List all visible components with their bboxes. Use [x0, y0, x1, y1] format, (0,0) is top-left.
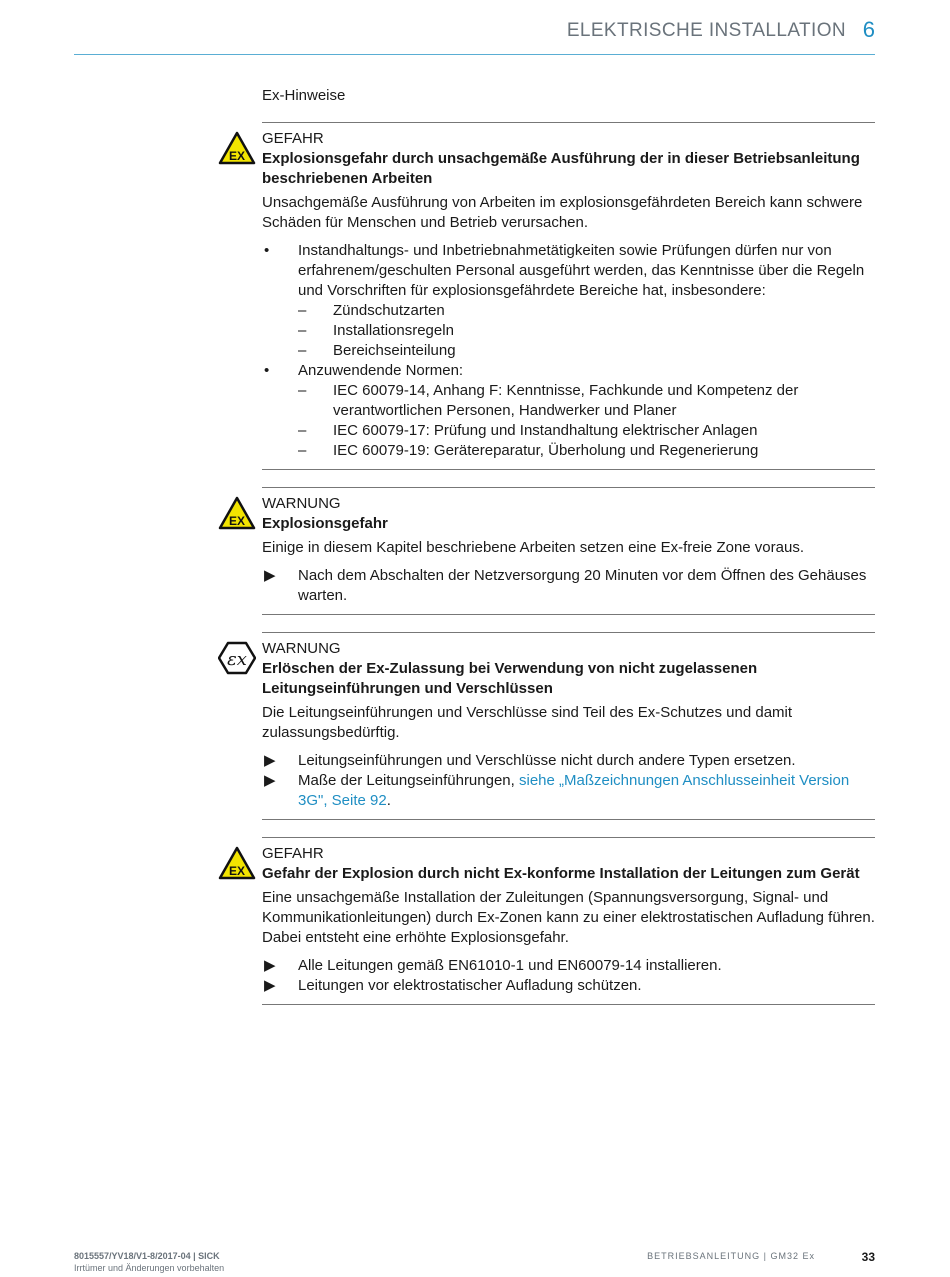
step-arrow-icon: ▶	[264, 752, 276, 769]
step-list	[262, 751, 875, 811]
ex-warning-triangle-icon	[218, 496, 256, 530]
sub-item-text: Installationsregeln	[333, 322, 454, 339]
warning-notice-ex-approval	[227, 632, 875, 820]
sub-list	[298, 301, 875, 361]
step-arrow-icon: ▶	[264, 957, 276, 974]
list-item-text: Instandhaltungs- und Inbetriebnahmetätigkeiten sowie Prüfungen dürfen nur von erfahrenem/geschulten Personal ausgeführt werden, das Kenntnisse über die Regeln und Vorschriften für explosionsgefährdete Bereiche hat, insbesondere:	[298, 242, 865, 299]
step-text: Nach dem Abschalten der Netzversorgung 20 Minuten vor dem Öffnen des Gehäuses warten.	[298, 567, 867, 604]
list-item-text: Anzuwendende Normen:	[298, 362, 464, 379]
dash-marker: –	[298, 302, 307, 319]
drawing-reference-link[interactable]: siehe „Maßzeichnungen Anschlusseinheit Version 3G", Seite 92	[298, 772, 850, 809]
step-item	[262, 976, 875, 996]
sub-item-text: IEC 60079-17: Prüfung und Instandhaltung elektrischer Anlagen	[333, 422, 758, 439]
step-list	[262, 566, 875, 606]
bullet-marker: •	[264, 242, 270, 259]
svg-text:EX: EX	[228, 149, 246, 163]
dash-marker: –	[298, 342, 307, 359]
notice-title: Erlöschen der Ex-Zulassung bei Verwendung von nicht zugelassenen Leitungseinführungen und Verschlüssen	[262, 660, 758, 697]
footer-doc-info	[74, 1250, 224, 1274]
notice-title: Gefahr der Explosion durch nicht Ex-konforme Installation der Leitungen zum Gerät	[262, 865, 860, 882]
chapter-title: ELEKTRISCHE INSTALLATION	[566, 20, 846, 41]
notice-title: Explosionsgefahr	[262, 515, 388, 532]
list-item	[262, 361, 875, 461]
sub-list-item	[298, 381, 875, 421]
sub-list-item	[298, 301, 875, 321]
notice-description: Einige in diesem Kapitel beschriebene Arbeiten setzen eine Ex-freie Zone voraus.	[262, 539, 804, 556]
step-text: Leitungen vor elektrostatischer Aufladung schützen.	[298, 977, 642, 994]
svg-text:εx: εx	[227, 649, 247, 670]
page-header	[74, 0, 875, 55]
step-text: Alle Leitungen gemäß EN61010-1 und EN60079-14 installieren.	[298, 957, 722, 974]
step-arrow-icon: ▶	[264, 567, 276, 584]
step-item	[262, 566, 875, 606]
sub-list-item	[298, 421, 875, 441]
step-list	[262, 956, 875, 996]
section-title: Ex-Hinweise	[262, 87, 346, 104]
svg-text:EX: EX	[228, 514, 246, 528]
notice-title: Explosionsgefahr durch unsachgemäße Ausführung der in dieser Betriebsanleitung beschriebenen Arbeiten	[262, 150, 860, 187]
ex-warning-triangle-icon	[218, 846, 256, 880]
step-item	[262, 771, 875, 811]
dash-marker: –	[298, 322, 307, 339]
main-content	[227, 86, 875, 1022]
danger-notice-cable-installation	[228, 837, 875, 1005]
signal-word: GEFAHR	[262, 130, 324, 147]
footer-manual-name: BETRIEBSANLEITUNG | GM32 Ex	[647, 1251, 815, 1261]
danger-notice-explosion-work	[228, 122, 875, 470]
dash-marker: –	[298, 422, 307, 439]
signal-word: WARNUNG	[262, 640, 341, 657]
footer-doc-id: 8015557/YV18/V1-8/2017-04 | SICK	[74, 1251, 220, 1261]
bullet-list	[262, 241, 875, 461]
step-text-suffix: .	[386, 792, 391, 809]
dash-marker: –	[298, 442, 307, 459]
page-number: 33	[861, 1250, 875, 1264]
sub-item-text: IEC 60079-19: Gerätereparatur, Überholung und Regenerierung	[333, 442, 759, 459]
step-item	[262, 956, 875, 976]
step-arrow-icon: ▶	[264, 977, 276, 994]
footer-disclaimer: Irrtümer und Änderungen vorbehalten	[74, 1263, 225, 1273]
bullet-marker: •	[264, 362, 270, 379]
step-text: Leitungseinführungen und Verschlüsse nicht durch andere Typen ersetzen.	[298, 752, 796, 769]
signal-word: WARNUNG	[262, 495, 341, 512]
sub-item-text: IEC 60079-14, Anhang F: Kenntnisse, Fachkunde und Kompetenz der verantwortlichen Personen, Handwerker und Planer	[333, 382, 799, 419]
warning-notice-explosion	[228, 487, 875, 615]
notice-description: Unsachgemäße Ausführung von Arbeiten im explosionsgefährdeten Bereich kann schwere Schäden für Menschen und Betrieb verursachen.	[262, 194, 863, 231]
notice-description: Eine unsachgemäße Installation der Zuleitungen (Spannungsversorgung, Signal- und Kommunikationleitungen) durch Ex-Zonen kann zu einer elektrostatischen Aufladung führen. Dabei entsteht eine erhöhte Explosionsgefahr.	[262, 889, 875, 946]
step-text-prefix: Maße der Leitungseinführungen,	[298, 772, 519, 789]
chapter-number: 6	[862, 17, 875, 42]
signal-word: GEFAHR	[262, 845, 324, 862]
sub-list-item	[298, 441, 875, 461]
step-arrow-icon: ▶	[264, 772, 276, 789]
svg-text:EX: EX	[228, 864, 246, 878]
ex-warning-triangle-icon	[218, 131, 256, 165]
dash-marker: –	[298, 382, 307, 399]
step-item	[262, 751, 875, 771]
notice-description: Die Leitungseinführungen und Verschlüsse sind Teil des Ex-Schutzes und damit zulassungsbedürftig.	[262, 704, 793, 741]
ex-hexagon-icon	[218, 641, 256, 675]
sub-list-item	[298, 321, 875, 341]
sub-list	[298, 381, 875, 461]
sub-item-text: Zündschutzarten	[333, 302, 445, 319]
list-item	[262, 241, 875, 361]
sub-item-text: Bereichseinteilung	[333, 342, 456, 359]
sub-list-item	[298, 341, 875, 361]
